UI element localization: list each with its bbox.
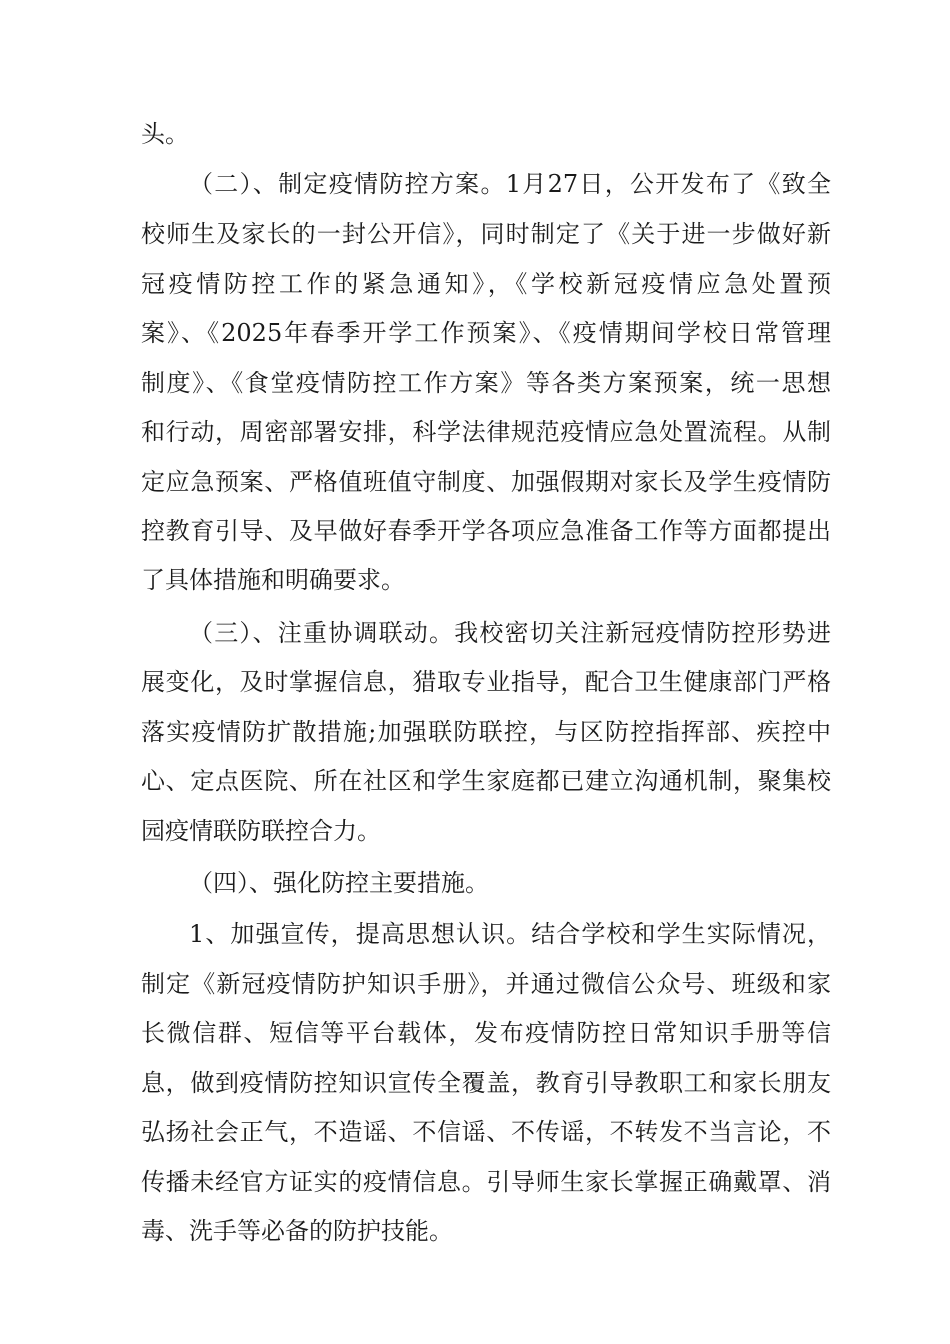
text-line: 毒、洗手等必备的防护技能。	[141, 1217, 453, 1245]
text-line: 展变化，及时掌握信息，猎取专业指导，配合卫生健康部门严格	[141, 668, 831, 696]
text-line: 制度》、《食堂疫情防控工作方案》等各类方案预案，统一思想	[141, 369, 831, 397]
text-line: 定应急预案、严格值班值守制度、加强假期对家长及学生疫情防	[141, 468, 831, 496]
text-line: 和行动，周密部署安排，科学法律规范疫情应急处置流程。从制	[141, 418, 831, 446]
text-line: 园疫情联防联控合力。	[141, 817, 381, 845]
text-line: 案》、《2025年春季开学工作预案》、《疫情期间学校日常管理	[141, 319, 831, 347]
text-line: 落实疫情防扩散措施;加强联防联控，与区防控指挥部、疾控中	[141, 718, 831, 746]
text-line: 制定《新冠疫情防护知识手册》，并通过微信公众号、班级和家	[141, 970, 831, 998]
section-heading-three: （三）、注重协调联动。我校密切关注新冠疫情防控形势进	[189, 619, 831, 647]
text-line: 校师生及家长的一封公开信》，同时制定了《关于进一步做好新	[141, 220, 831, 248]
text-line: 心、定点医院、所在社区和学生家庭都已建立沟通机制，聚集校	[141, 767, 831, 795]
text-line: 冠疫情防控工作的紧急通知》，《学校新冠疫情应急处置预	[141, 270, 831, 298]
text-line: 弘扬社会正气，不造谣、不信谣、不传谣，不转发不当言论，不	[141, 1118, 831, 1146]
text-line: 息，做到疫情防控知识宣传全覆盖，教育引导教职工和家长朋友	[141, 1069, 831, 1097]
section-heading-two: （二）、制定疫情防控方案。1月27日，公开发布了《致全	[189, 170, 831, 198]
subsection-heading-one: 1、加强宣传，提高思想认识。结合学校和学生实际情况，	[189, 920, 831, 948]
text-line: 控教育引导、及早做好春季开学各项应急准备工作等方面都提出	[141, 517, 831, 545]
text-line: 传播未经官方证实的疫情信息。引导师生家长掌握正确戴罩、消	[141, 1168, 831, 1196]
text-line: 长微信群、短信等平台载体，发布疫情防控日常知识手册等信	[141, 1019, 831, 1047]
text-line: 了具体措施和明确要求。	[141, 566, 405, 594]
section-heading-four: （四）、强化防控主要措施。	[189, 869, 489, 897]
text-line: 头。	[141, 120, 189, 148]
